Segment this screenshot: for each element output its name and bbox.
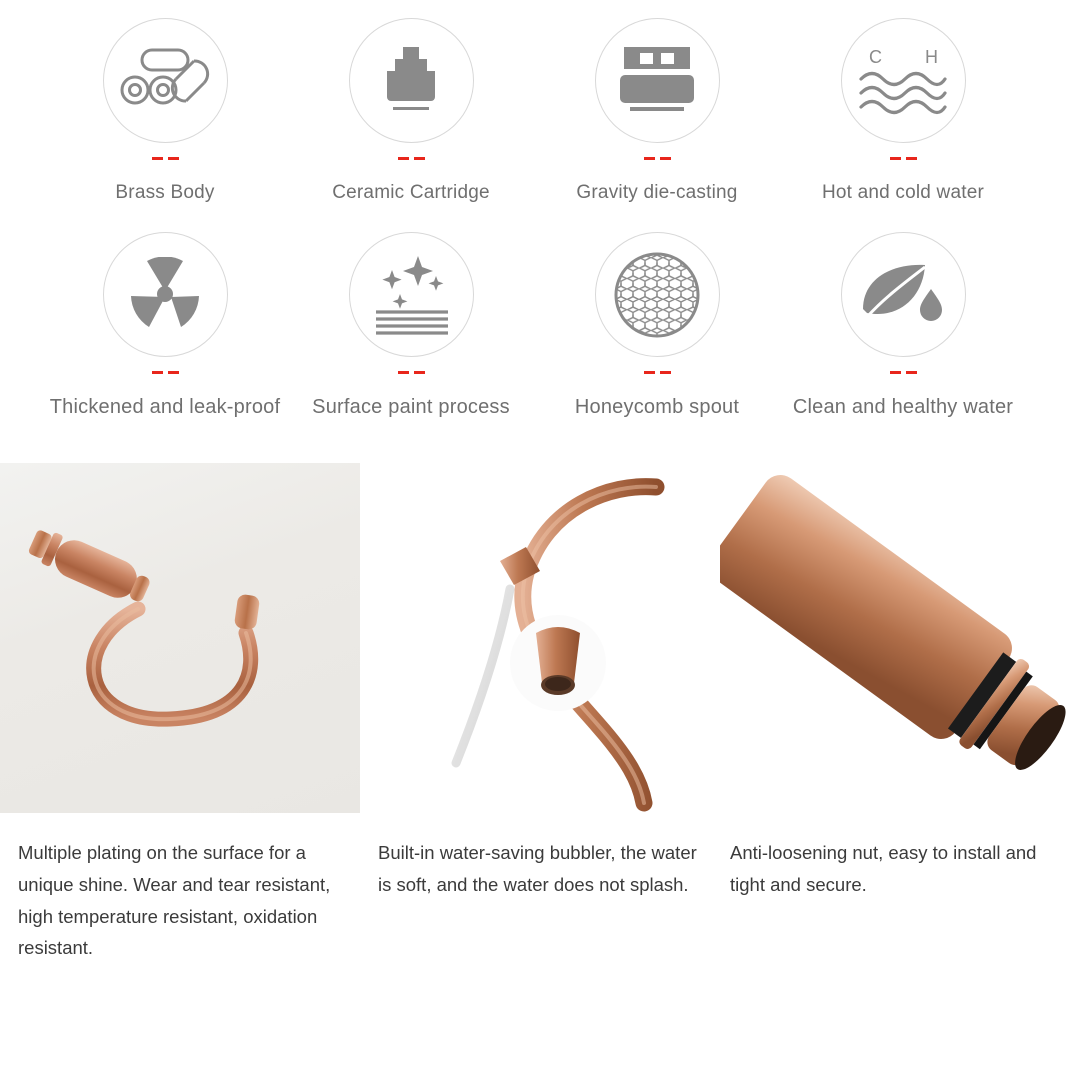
feature-label: Brass Body xyxy=(115,182,215,203)
water-stream-illustration xyxy=(360,463,720,813)
photo-column-3 xyxy=(720,463,1080,964)
feature-ceramic-cartridge xyxy=(288,18,534,204)
cold-label: C xyxy=(869,46,882,67)
feature-icon-circle xyxy=(595,18,720,143)
photo-caption: Anti-loosening nut, easy to install and tight and secure. xyxy=(730,842,1037,895)
feature-brass-body xyxy=(42,18,288,204)
photo-column-1 xyxy=(0,463,360,964)
feature-label: Clean and healthy water xyxy=(792,396,1014,418)
photo-column-2 xyxy=(360,463,720,964)
dash-marker xyxy=(890,157,917,160)
feature-label: Thickened and leak-proof xyxy=(49,396,281,418)
dash-marker xyxy=(152,371,179,374)
feature-label: Ceramic Cartridge xyxy=(332,182,490,203)
feature-icon-circle xyxy=(103,232,228,357)
anti-loosening-nut-closeup-photo xyxy=(720,463,1080,813)
photo-caption: Built-in water-saving bubbler, the water is soft, and the water does not splash. xyxy=(378,842,697,895)
feature-icon-circle xyxy=(103,18,228,143)
feature-label: Surface paint process xyxy=(312,396,510,418)
dash-marker xyxy=(398,371,425,374)
feature-icon-circle xyxy=(841,18,966,143)
surface-paint-icon xyxy=(366,254,456,336)
feature-label: Honeycomb spout xyxy=(574,396,740,418)
feature-honeycomb-spout xyxy=(534,232,780,419)
feature-clean-healthy-water xyxy=(780,232,1026,419)
feature-row-1 xyxy=(0,18,1080,204)
feature-icon-circle xyxy=(595,232,720,357)
feature-hot-and-cold-water xyxy=(780,18,1026,204)
photo-section xyxy=(0,463,1080,964)
feature-label: Gravity die-casting xyxy=(576,182,738,203)
dash-marker xyxy=(890,371,917,374)
feature-gravity-die-casting xyxy=(534,18,780,204)
feature-icon-circle xyxy=(841,232,966,357)
hot-label: H xyxy=(925,46,938,67)
dash-marker xyxy=(152,157,179,160)
leak-proof-icon xyxy=(127,257,203,333)
feature-surface-paint-process xyxy=(288,232,534,419)
cartridge-icon xyxy=(371,41,451,121)
dash-marker xyxy=(398,157,425,160)
feature-row-2 xyxy=(0,232,1080,419)
hot-cold-water-icon xyxy=(853,41,953,121)
brass-rods-icon xyxy=(120,46,210,116)
feature-icon-circle xyxy=(349,18,474,143)
faucet-hose-illustration xyxy=(10,523,350,753)
faucet-water-stream-bubbler-photo xyxy=(360,463,720,813)
dash-marker xyxy=(644,371,671,374)
photo-caption: Multiple plating on the surface for a unique shine. Wear and tear resistant, high temperature resistant, oxidation resistant. xyxy=(18,842,331,959)
dash-marker xyxy=(644,157,671,160)
honeycomb-spout-icon xyxy=(609,247,705,343)
nut-closeup-illustration xyxy=(720,463,1080,813)
clean-water-leaf-icon xyxy=(857,257,949,333)
die-casting-icon xyxy=(614,45,700,117)
feature-thickened-leak-proof xyxy=(42,232,288,419)
feature-label: Hot and cold water xyxy=(821,182,985,203)
feature-icon-circle xyxy=(349,232,474,357)
features-section xyxy=(0,0,1080,419)
rose-gold-faucet-hose-photo xyxy=(0,463,360,813)
